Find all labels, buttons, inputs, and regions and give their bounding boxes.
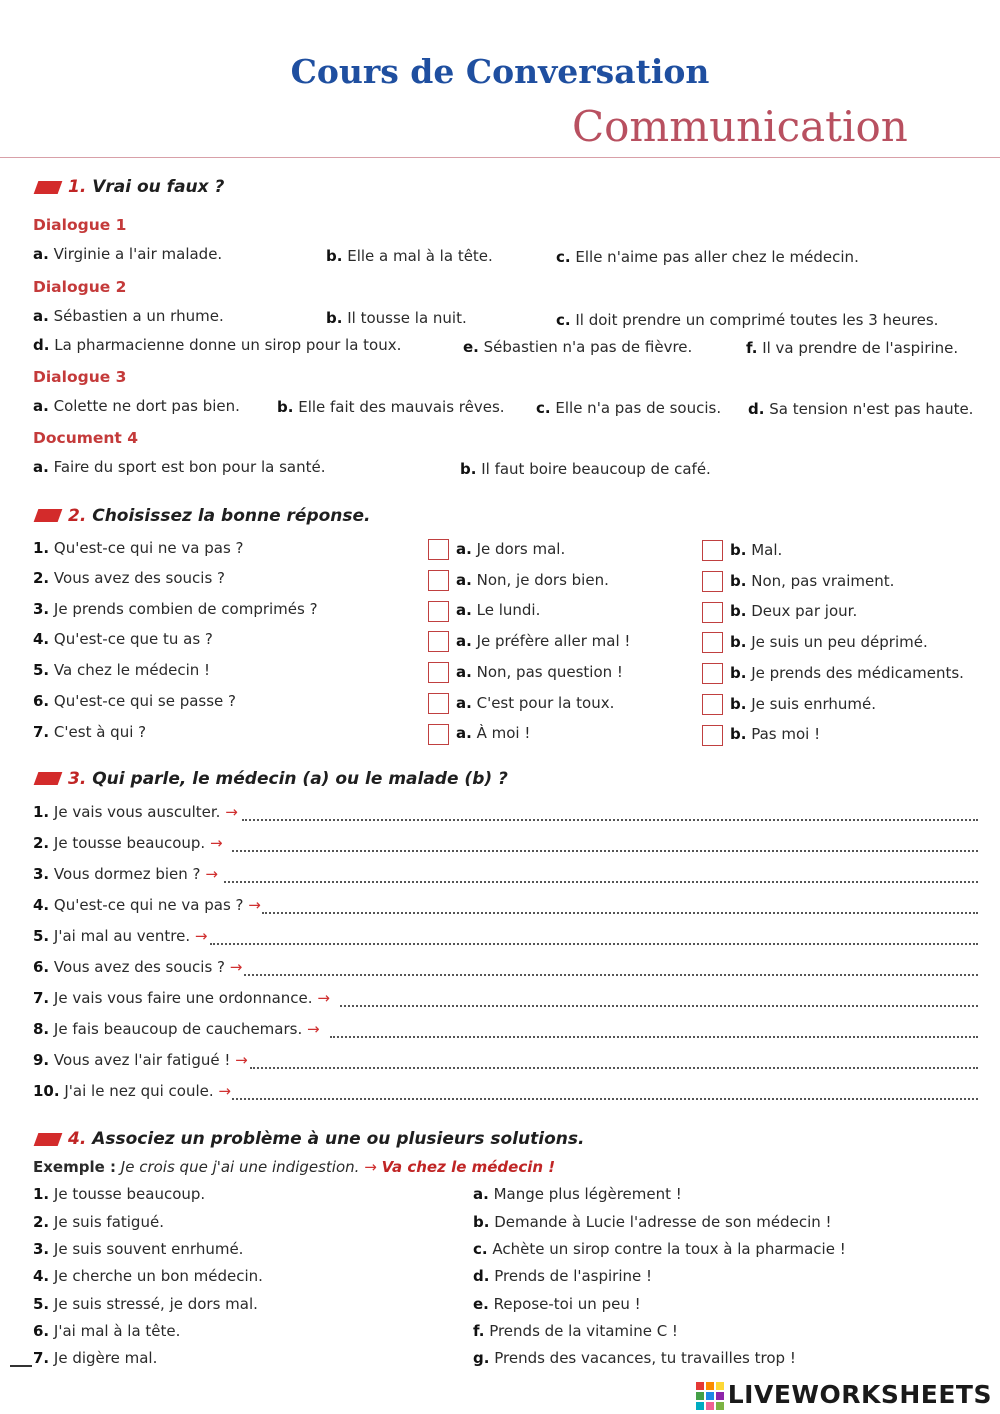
answer-b: [730, 541, 782, 559]
answer-b: [730, 633, 928, 651]
question-number: 6.: [33, 692, 50, 710]
problem-number: 1.: [33, 1185, 50, 1203]
solution-item: [473, 1240, 846, 1258]
section-title: Qui parle, le médecin (a) ou le malade (b) ?: [92, 769, 508, 789]
line-item: [33, 927, 208, 945]
answer-b-checkbox[interactable]: [702, 725, 723, 746]
statement-letter: a.: [33, 397, 49, 415]
question-number: 1.: [33, 539, 50, 557]
logo-text: LIVEWORKSHEETS: [727, 1380, 992, 1409]
answer-letter: a.: [456, 601, 472, 619]
answer-line[interactable]: [244, 974, 978, 976]
answer-b: [730, 725, 820, 743]
problem-text: Je suis fatigué.: [53, 1213, 164, 1231]
problem-text: Je suis stressé, je dors mal.: [53, 1295, 258, 1313]
statement: [326, 247, 493, 265]
problem-number: 7.: [33, 1349, 50, 1367]
section-number: 4.: [68, 1129, 87, 1149]
answer-line[interactable]: [242, 819, 978, 821]
line-text: J'ai le nez qui coule.: [64, 1082, 214, 1100]
question-number: 3.: [33, 600, 50, 618]
statement: [748, 400, 973, 418]
line-item: [33, 834, 223, 852]
statement-text: La pharmacienne donne un sirop pour la toux.: [54, 336, 402, 354]
statement-text: Virginie a l'air malade.: [53, 245, 223, 263]
statement-letter: c.: [556, 311, 571, 329]
arrow-icon: →: [218, 1082, 231, 1100]
line-text: Vous dormez bien ?: [53, 865, 201, 883]
question: [33, 630, 213, 648]
answer-letter: a.: [456, 571, 472, 589]
solution-letter: g.: [473, 1349, 490, 1367]
answer-b-checkbox[interactable]: [702, 571, 723, 592]
logo-tile: [706, 1392, 714, 1400]
problem-item: [33, 1322, 180, 1340]
logo-tile: [696, 1392, 704, 1400]
arrow-icon: →: [205, 865, 218, 883]
answer-a: [456, 724, 530, 742]
answer-letter: a.: [456, 540, 472, 558]
statement: [746, 339, 958, 357]
statement-text: Elle a mal à la tête.: [347, 247, 493, 265]
statement-text: Colette ne dort pas bien.: [53, 397, 240, 415]
statement-letter: a.: [33, 458, 49, 476]
question: [33, 539, 244, 557]
answer-line[interactable]: [232, 850, 978, 852]
problem-number: 2.: [33, 1213, 50, 1231]
statement: [33, 458, 326, 476]
statement-text: Elle n'a pas de soucis.: [555, 399, 722, 417]
answer-text: Non, je dors bien.: [476, 571, 609, 589]
logo-tile: [716, 1402, 724, 1410]
line-text: Je tousse beaucoup.: [53, 834, 206, 852]
problem-text: Je cherche un bon médecin.: [53, 1267, 263, 1285]
answer-a-checkbox[interactable]: [428, 724, 449, 745]
line-item: [33, 958, 242, 976]
solution-text: Demande à Lucie l'adresse de son médecin !: [494, 1213, 832, 1231]
dialogue-label: Dialogue 2: [33, 278, 127, 296]
solution-text: Prends de la vitamine C !: [489, 1322, 678, 1340]
question: [33, 723, 146, 741]
answer-line[interactable]: [210, 943, 978, 945]
arrow-icon: →: [194, 927, 208, 945]
answer-letter: a.: [456, 694, 472, 712]
statement-letter: b.: [460, 460, 477, 478]
answer-text: Deux par jour.: [751, 602, 858, 620]
problem-number: 4.: [33, 1267, 50, 1285]
section-title: Associez un problème à une ou plusieurs solutions.: [92, 1129, 585, 1149]
logo-tile: [716, 1392, 724, 1400]
solution-text: Repose-toi un peu !: [493, 1295, 641, 1313]
page-title: Cours de Conversation: [290, 52, 710, 91]
statement-letter: d.: [748, 400, 765, 418]
answer-line[interactable]: [330, 1036, 978, 1038]
problem-item: [33, 1295, 258, 1313]
problem-number: 6.: [33, 1322, 50, 1340]
section-4-heading: [68, 1129, 584, 1149]
section-title: Vrai ou faux ?: [92, 177, 225, 197]
statement: [463, 338, 692, 356]
statement: [33, 307, 224, 325]
statement-letter: d.: [33, 336, 50, 354]
problem-item: [33, 1213, 164, 1231]
answer-a: [456, 601, 540, 619]
statement: [536, 399, 721, 417]
question-text: Qu'est-ce que tu as ?: [53, 630, 213, 648]
problem-number: 3.: [33, 1240, 50, 1258]
solution-letter: b.: [473, 1213, 490, 1231]
answer-a-checkbox[interactable]: [428, 601, 449, 622]
line-number: 8.: [33, 1020, 50, 1038]
line-number: 9.: [33, 1051, 50, 1069]
answer-a-checkbox[interactable]: [428, 693, 449, 714]
statement-letter: c.: [556, 248, 571, 266]
question-number: 7.: [33, 723, 50, 741]
example: [33, 1158, 555, 1176]
line-item: [33, 865, 218, 883]
problem-text: J'ai mal à la tête.: [53, 1322, 181, 1340]
line-item: [33, 803, 238, 821]
solution-item: [473, 1213, 832, 1231]
statement: [556, 248, 859, 266]
logo-tile: [696, 1402, 704, 1410]
arrow-icon: →: [210, 834, 223, 852]
question: [33, 600, 318, 618]
arrow-icon: →: [235, 1051, 248, 1069]
answer-b-checkbox[interactable]: [702, 694, 723, 715]
statement-letter: c.: [536, 399, 551, 417]
problem-item: [33, 1349, 157, 1367]
line-text: J'ai mal au ventre.: [53, 927, 191, 945]
line-item: [33, 896, 261, 914]
arrow-icon: →: [364, 1158, 377, 1176]
section-title: Choisissez la bonne réponse.: [92, 506, 371, 526]
answer-b: [730, 602, 857, 620]
arrow-icon: →: [317, 989, 330, 1007]
answer-line[interactable]: [250, 1067, 978, 1069]
line-item: [33, 1020, 320, 1038]
answer-a-checkbox[interactable]: [428, 539, 449, 560]
solution-letter: f.: [473, 1322, 485, 1340]
solution-text: Prends de l'aspirine !: [494, 1267, 653, 1285]
arrow-icon: →: [229, 958, 243, 976]
answer-letter: a.: [456, 724, 472, 742]
answer-a: [456, 571, 609, 589]
answer-text: Je prends des médicaments.: [751, 664, 964, 682]
line-number: 10.: [33, 1082, 60, 1100]
statement: [33, 336, 401, 354]
answer-b: [730, 572, 894, 590]
logo-tile: [706, 1382, 714, 1390]
statement-text: Elle n'aime pas aller chez le médecin.: [575, 248, 859, 266]
answer-a-checkbox[interactable]: [428, 662, 449, 683]
answer-text: Le lundi.: [476, 601, 541, 619]
answer-letter: b.: [730, 725, 747, 743]
answer-letter: a.: [456, 663, 472, 681]
section-flag-icon: [34, 181, 63, 194]
answer-text: Mal.: [751, 541, 783, 559]
answer-a-checkbox[interactable]: [428, 570, 449, 591]
answer-text: Non, pas vraiment.: [751, 572, 895, 590]
arrow-icon: →: [225, 803, 238, 821]
statement: [277, 398, 505, 416]
line-item: [33, 1082, 231, 1100]
answer-b-checkbox[interactable]: [702, 540, 723, 561]
line-number: 7.: [33, 989, 50, 1007]
dialogue-label: Dialogue 3: [33, 368, 127, 386]
answer-text: À moi !: [476, 724, 531, 742]
question-text: Qu'est-ce qui se passe ?: [53, 692, 237, 710]
line-item: [33, 1051, 248, 1069]
answer-a: [456, 694, 614, 712]
question: [33, 661, 210, 679]
answer-letter: b.: [730, 602, 747, 620]
solution-letter: a.: [473, 1185, 489, 1203]
statement-text: Sébastien a un rhume.: [53, 307, 224, 325]
dialogue-label: Document 4: [33, 429, 139, 447]
solution-item: [473, 1322, 678, 1340]
statement-text: Il tousse la nuit.: [347, 309, 467, 327]
statement-text: Il faut boire beaucoup de café.: [481, 460, 711, 478]
line-text: Je fais beaucoup de cauchemars.: [53, 1020, 303, 1038]
answer-b: [730, 695, 876, 713]
example-answer: Va chez le médecin !: [381, 1158, 556, 1176]
answer-b-checkbox[interactable]: [702, 632, 723, 653]
solution-item: [473, 1295, 641, 1313]
statement-letter: b.: [326, 309, 343, 327]
answer-letter: b.: [730, 633, 747, 651]
line-number: 6.: [33, 958, 50, 976]
section-number: 3.: [68, 769, 87, 789]
problem-text: Je digère mal.: [53, 1349, 158, 1367]
example-question: Je crois que j'ai une indigestion.: [120, 1158, 360, 1176]
section-number: 2.: [68, 506, 87, 526]
solution-text: Mange plus légèrement !: [493, 1185, 682, 1203]
line-text: Je vais vous ausculter.: [53, 803, 221, 821]
line-text: Vous avez l'air fatigué !: [53, 1051, 231, 1069]
line-text: Qu'est-ce qui ne va pas ?: [53, 896, 244, 914]
statement: [460, 460, 711, 478]
solution-letter: e.: [473, 1295, 489, 1313]
solution-letter: d.: [473, 1267, 490, 1285]
problem-text: Je suis souvent enrhumé.: [53, 1240, 244, 1258]
statement: [33, 245, 222, 263]
logo-tile: [716, 1382, 724, 1390]
answer-letter: b.: [730, 695, 747, 713]
section-flag-icon: [34, 772, 63, 785]
answer-blank[interactable]: [10, 1365, 32, 1367]
problem-item: [33, 1185, 205, 1203]
answer-line[interactable]: [232, 1098, 978, 1100]
logo-grid-icon: [696, 1382, 724, 1410]
answer-text: C'est pour la toux.: [476, 694, 615, 712]
line-number: 4.: [33, 896, 50, 914]
example-label: Exemple :: [33, 1158, 116, 1176]
solution-letter: c.: [473, 1240, 488, 1258]
statement-letter: f.: [746, 339, 758, 357]
question-text: Je prends combien de comprimés ?: [53, 600, 318, 618]
arrow-icon: →: [307, 1020, 320, 1038]
liveworksheets-logo[interactable]: [696, 1380, 992, 1410]
answer-text: Pas moi !: [751, 725, 821, 743]
statement-text: Il va prendre de l'aspirine.: [762, 339, 959, 357]
answer-letter: b.: [730, 572, 747, 590]
problem-item: [33, 1240, 243, 1258]
statement-letter: a.: [33, 307, 49, 325]
answer-letter: b.: [730, 664, 747, 682]
question: [33, 569, 225, 587]
dialogue-label: Dialogue 1: [33, 216, 127, 234]
line-number: 2.: [33, 834, 50, 852]
logo-tile: [696, 1382, 704, 1390]
answer-b: [730, 664, 964, 682]
answer-letter: a.: [456, 632, 472, 650]
statement-text: Il doit prendre un comprimé toutes les 3 heures.: [575, 311, 939, 329]
problem-item: [33, 1267, 263, 1285]
answer-line[interactable]: [262, 912, 978, 914]
line-number: 3.: [33, 865, 50, 883]
question-text: Va chez le médecin !: [53, 661, 211, 679]
statement-letter: e.: [463, 338, 479, 356]
section-flag-icon: [34, 509, 63, 522]
section-flag-icon: [34, 1133, 63, 1146]
question-number: 5.: [33, 661, 50, 679]
answer-text: Je dors mal.: [476, 540, 566, 558]
statement-text: Sébastien n'a pas de fièvre.: [483, 338, 693, 356]
line-text: Je vais vous faire une ordonnance.: [53, 989, 313, 1007]
question-number: 4.: [33, 630, 50, 648]
answer-text: Je préfère aller mal !: [476, 632, 631, 650]
section-1-heading: [68, 177, 224, 197]
answer-a-checkbox[interactable]: [428, 631, 449, 652]
solution-text: Achète un sirop contre la toux à la pharmacie !: [492, 1240, 846, 1258]
answer-text: Je suis un peu déprimé.: [751, 633, 928, 651]
answer-line[interactable]: [224, 881, 978, 883]
statement: [326, 309, 467, 327]
statement: [556, 311, 938, 329]
arrow-icon: →: [248, 896, 261, 914]
question-number: 2.: [33, 569, 50, 587]
answer-b-checkbox[interactable]: [702, 663, 723, 684]
section-2-heading: [68, 506, 371, 526]
statement-letter: b.: [277, 398, 294, 416]
statement-text: Sa tension n'est pas haute.: [769, 400, 974, 418]
question-text: Vous avez des soucis ?: [53, 569, 226, 587]
statement-text: Faire du sport est bon pour la santé.: [53, 458, 326, 476]
statement-letter: a.: [33, 245, 49, 263]
question-text: C'est à qui ?: [53, 723, 147, 741]
answer-text: Non, pas question !: [476, 663, 623, 681]
line-text: Vous avez des soucis ?: [53, 958, 226, 976]
statement: [33, 397, 240, 415]
worksheet: [0, 158, 1000, 1374]
answer-letter: b.: [730, 541, 747, 559]
line-item: [33, 989, 330, 1007]
solution-item: [473, 1267, 652, 1285]
problem-number: 5.: [33, 1295, 50, 1313]
section-number: 1.: [68, 177, 87, 197]
page-subtitle: Communication: [572, 102, 908, 151]
question-text: Qu'est-ce qui ne va pas ?: [53, 539, 244, 557]
statement-letter: b.: [326, 247, 343, 265]
solution-item: [473, 1185, 682, 1203]
answer-a: [456, 663, 623, 681]
question: [33, 692, 236, 710]
line-number: 1.: [33, 803, 50, 821]
statement-text: Elle fait des mauvais rêves.: [298, 398, 505, 416]
logo-tile: [706, 1402, 714, 1410]
solution-text: Prends des vacances, tu travailles trop !: [494, 1349, 796, 1367]
line-number: 5.: [33, 927, 50, 945]
answer-text: Je suis enrhumé.: [751, 695, 876, 713]
answer-a: [456, 632, 630, 650]
problem-text: Je tousse beaucoup.: [53, 1185, 206, 1203]
section-3-heading: [68, 769, 508, 789]
solution-item: [473, 1349, 796, 1367]
answer-line[interactable]: [340, 1005, 978, 1007]
answer-a: [456, 540, 565, 558]
answer-b-checkbox[interactable]: [702, 602, 723, 623]
